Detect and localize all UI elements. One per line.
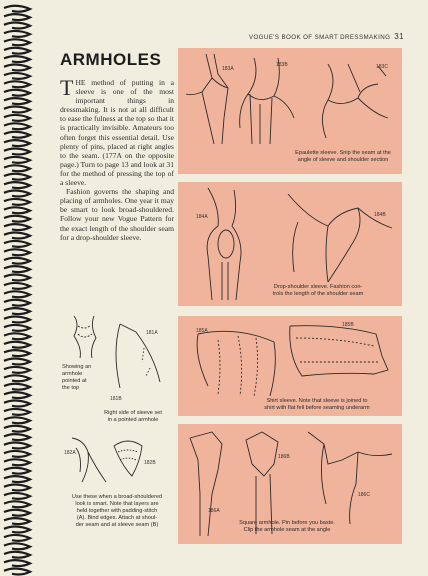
- paragraph-1: [60, 75, 174, 188]
- caption-broad-line-1: Use these when a broad-shouldered: [71, 494, 163, 500]
- caption-drop-shoulder: [258, 284, 378, 298]
- body-text: [60, 75, 174, 242]
- fig-185b-label: 185B: [342, 322, 354, 328]
- page-number: 31: [394, 32, 404, 41]
- panel-shirt-sleeve: [178, 316, 402, 416]
- broad-shoulder-sketch: [66, 432, 176, 488]
- drop-cap: T: [60, 75, 74, 100]
- caption-epaulette: [288, 150, 398, 164]
- fig-182a-label: 182A: [64, 450, 76, 456]
- fig-185a-label: 185A: [196, 328, 208, 334]
- caption-square-armhole: [222, 520, 352, 534]
- fig-182b-label: 182B: [144, 460, 156, 466]
- caption-broad-line-2: look is smart. Note that layers are: [75, 501, 159, 507]
- caption-right-side-line-2: in a pointed armhole: [107, 417, 159, 423]
- caption-pointed-line-4: the top: [62, 385, 80, 391]
- caption-shirt-line-1: Shirt sleeve. Note that sleeve is joined to: [266, 398, 368, 404]
- caption-pointed-line-2: armhole: [62, 371, 83, 377]
- fig-184a-label: 184A: [196, 214, 208, 220]
- panel-square-armhole: [178, 424, 402, 544]
- caption-broad-line-3: held together with padding-stitch: [76, 508, 158, 514]
- caption-epaulette-line-2: angle of sleeve and shoulder section: [297, 157, 389, 163]
- fig-183c-label: 183C: [376, 64, 388, 70]
- fig-186a-label: 186A: [208, 508, 220, 514]
- running-head-text: VOGUE'S BOOK OF SMART DRESSMAKING: [248, 34, 391, 41]
- paragraph-2: Fashion governs the shaping and placing of armholes. One year it may be smart to look broad-shouldered. Follow your new Vogue Pattern for the exact length of the shoulder seam for a drop-shoulder sleeve.: [60, 187, 174, 242]
- caption-pointed-armhole: [62, 364, 102, 392]
- caption-right-side-line-1: Right side of sleeve set: [104, 410, 162, 416]
- spiral-binding: [0, 0, 40, 576]
- fig-183b-label: 183B: [276, 62, 288, 68]
- fig-184b-label: 184B: [374, 212, 386, 218]
- caption-pointed-line-3: pointed at: [62, 378, 87, 384]
- caption-shirt-sleeve: [242, 398, 392, 412]
- caption-epaulette-line-1: Epaulette sleeve. Snip the seam at the: [295, 150, 391, 156]
- caption-broad-line-5: der seam and at sleeve seam (B): [75, 522, 159, 528]
- caption-pointed-line-1: Showing an: [62, 364, 92, 370]
- caption-drop-line-2: trols the length of the shoulder seam: [272, 291, 364, 297]
- running-head: [249, 32, 404, 41]
- fig-183a-label: 183A: [222, 66, 234, 72]
- caption-square-line-2: Clip the armhole seam at the angle: [243, 527, 331, 533]
- fig-186c-label: 186C: [358, 492, 370, 498]
- paragraph-1-text: HE method of putting in a sleeve is one of the most important things in dressmaking. It is not at all difficult to ease the fulness at the top so that it is practically invisible. Amateurs too often forget this essential detail. Use plenty of pins, placed at right angles to the seam. (177A on the opposite page.) Turn to page 13 and look at 31 for the method of pressing the top of a sleeve.: [60, 78, 174, 188]
- panel-drop-shoulder: [178, 182, 402, 306]
- caption-broad-line-4: (A). Bind edges. Attach at shoul-: [76, 515, 158, 521]
- panel-epaulette: [178, 48, 402, 174]
- caption-shirt-line-2: shirt with flat fell before seaming underarm: [264, 405, 370, 411]
- fig-181b-label: 181B: [110, 396, 122, 402]
- fig-181a-label: 181A: [146, 330, 158, 336]
- caption-drop-line-1: Drop-shoulder sleeve. Fashion con-: [273, 284, 363, 290]
- fig-186b-label: 186B: [278, 454, 290, 460]
- caption-broad-shoulder: [58, 494, 176, 529]
- page-title: ARMHOLES: [60, 50, 162, 69]
- caption-square-line-1: Square armhole. Pin before you baste.: [239, 520, 335, 526]
- caption-right-side: [90, 410, 176, 424]
